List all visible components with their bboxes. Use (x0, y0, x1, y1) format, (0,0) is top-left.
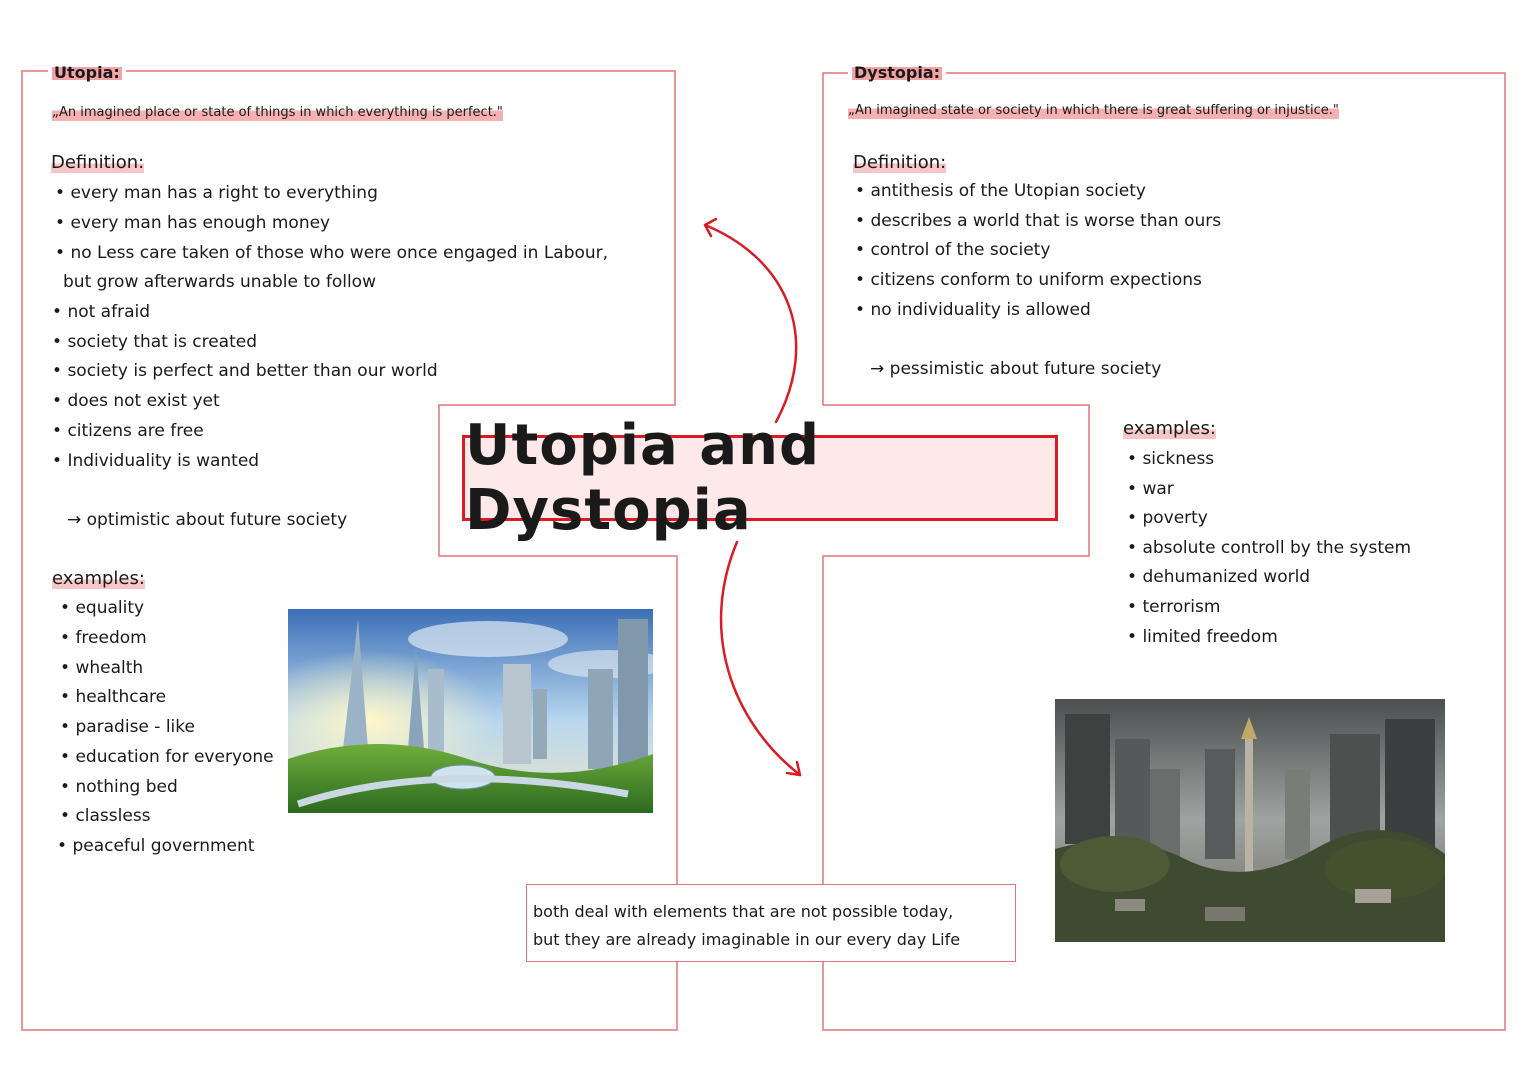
dystopia-examples-title: examples: (1123, 418, 1216, 439)
dystopia-header: Dystopia: (848, 63, 946, 83)
utopia-definition-item: • no Less care taken of those who were once engaged in Labour, (55, 243, 609, 263)
utopia-city-image (288, 609, 653, 813)
utopia-definition-item: • not afraid (52, 302, 151, 322)
dystopia-example-item: • terrorism (1127, 597, 1221, 617)
dystopia-quote: „An imagined state or society in which there is great suffering or injustice." (848, 103, 1339, 118)
utopia-definition-item: • Individuality is wanted (52, 451, 260, 471)
utopia-definition-item: • society that is created (52, 332, 258, 352)
dystopia-example-item: • limited freedom (1127, 627, 1278, 647)
utopia-conclusion: → optimistic about future society (67, 510, 348, 530)
dystopia-definition-item: • describes a world that is worse than ours (855, 211, 1222, 231)
dystopia-definition-item: • no individuality is allowed (855, 300, 1091, 320)
dystopia-example-item: • absolute controll by the system (1127, 538, 1412, 558)
utopia-examples-title: examples: (52, 568, 145, 589)
utopia-example-item: • whealth (60, 658, 144, 678)
dystopia-example-item: • war (1127, 479, 1174, 499)
note-line-2: but they are already imaginable in our every day Life (533, 930, 961, 949)
utopia-example-item: • freedom (60, 628, 147, 648)
dystopia-example-item: • poverty (1127, 508, 1208, 528)
dystopia-conclusion: → pessimistic about future society (870, 359, 1162, 379)
utopia-example-item: • classless (60, 806, 151, 826)
utopia-header: Utopia: (48, 63, 126, 83)
utopia-definition-item: • every man has enough money (55, 213, 331, 233)
utopia-quote: „An imagined place or state of things in which everything is perfect." (52, 105, 503, 120)
utopia-example-item: • education for everyone (60, 747, 274, 767)
dystopia-example-item: • dehumanized world (1127, 567, 1311, 587)
dystopia-definition-item: • citizens conform to uniform expections (855, 270, 1202, 290)
main-title: Utopia and Dystopia (462, 435, 1058, 521)
dystopia-example-item: • sickness (1127, 449, 1215, 469)
utopia-example-item: • healthcare (60, 687, 167, 707)
dystopia-definition-item: • antithesis of the Utopian society (855, 181, 1146, 201)
arrow-up-left (705, 219, 796, 422)
utopia-example-item: • nothing bed (60, 777, 178, 797)
arrow-down-right (721, 542, 800, 775)
utopia-example-item: • peaceful government (57, 836, 255, 856)
utopia-example-item: • equality (60, 598, 145, 618)
utopia-definition-item: • society is perfect and better than our world (52, 361, 438, 381)
dystopia-city-image (1055, 699, 1445, 942)
utopia-definition-item: • does not exist yet (52, 391, 220, 411)
dystopia-definition-item: • control of the society (855, 240, 1051, 260)
utopia-example-item: • paradise - like (60, 717, 195, 737)
utopia-definition-item: • every man has a right to everything (55, 183, 378, 203)
utopia-definition-item: but grow afterwards unable to follow (63, 272, 376, 292)
utopia-definition-title: Definition: (51, 152, 145, 173)
utopia-definition-item: • citizens are free (52, 421, 204, 441)
dystopia-definition-title: Definition: (853, 152, 947, 173)
note-line-1: both deal with elements that are not possible today, (533, 902, 954, 921)
comparison-note (526, 884, 1016, 962)
